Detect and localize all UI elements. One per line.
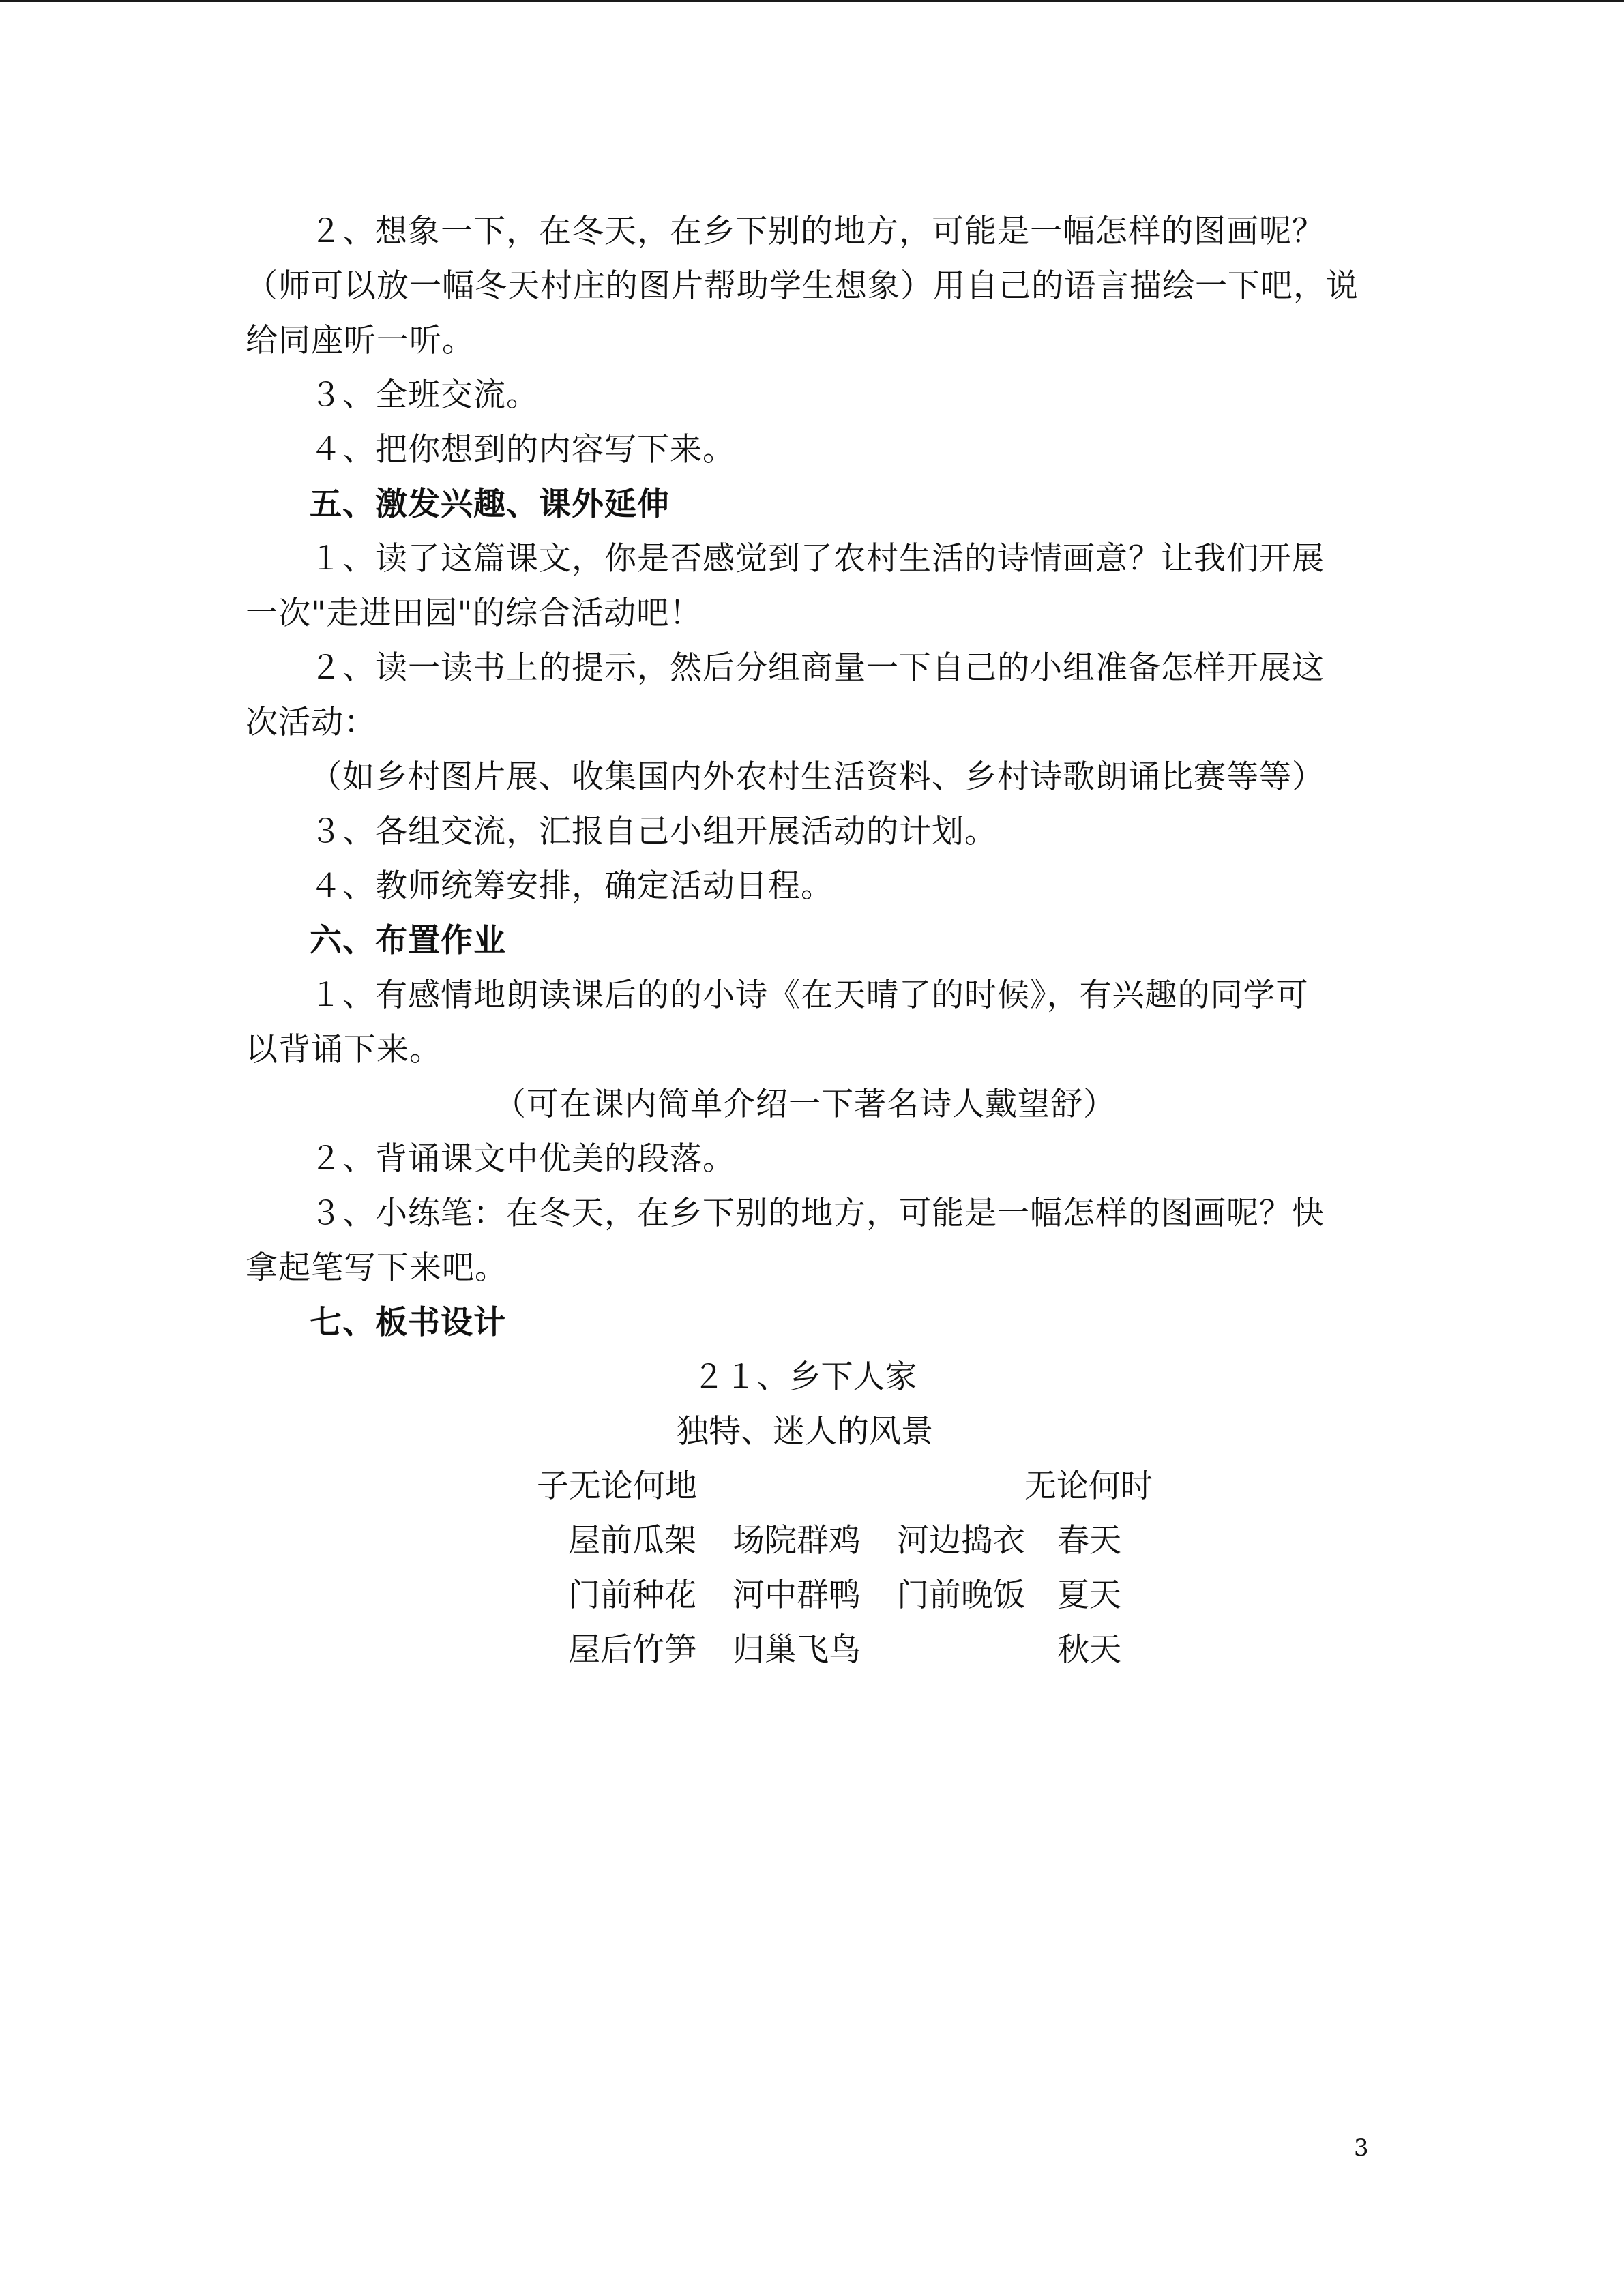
text-line: 以背诵下来。 <box>246 1031 442 1069</box>
section-heading: 六、布置作业 <box>310 922 506 959</box>
text-line: 次活动： <box>246 704 377 741</box>
board-subtitle: 独特、迷人的风景 <box>677 1413 933 1450</box>
text-line: ３、全班交流。 <box>310 376 539 414</box>
section-heading: 五、激发兴趣、课外延伸 <box>310 486 670 523</box>
text-line: ３、各组交流，汇报自己小组开展活动的计划。 <box>310 813 997 850</box>
section-heading: 七、板书设计 <box>310 1304 506 1341</box>
document-body <box>246 205 1364 1350</box>
board-cell: 秋天 <box>1057 1631 1121 1669</box>
board-cell: 屋后竹笋 <box>568 1631 696 1669</box>
text-line: （如乡村图片展、收集国内外农村生活资料、乡村诗歌朗诵比赛等等） <box>310 758 1325 796</box>
board-cell: 场院群鸡 <box>733 1522 861 1560</box>
board-cell: 河中群鸭 <box>733 1577 861 1614</box>
text-line: ２、背诵课文中优美的段落。 <box>310 1140 735 1178</box>
board-cell: 门前种花 <box>568 1577 696 1614</box>
board-header-when: 无论何时 <box>1024 1467 1153 1505</box>
text-line: １、有感情地朗读课后的的小诗《在天晴了的时候》，有兴趣的同学可 <box>310 976 1309 1014</box>
text-line: （可在课内简单介绍一下著名诗人戴望舒） <box>494 1086 1116 1123</box>
text-line: ４、教师统筹安排，确定活动日程。 <box>310 867 833 905</box>
text-line: ２、想象一下，在冬天，在乡下别的地方，可能是一幅怎样的图画呢？ <box>310 213 1325 250</box>
page-number: 3 <box>1354 2134 1369 2162</box>
text-line: ３、小练笔：在冬天，在乡下别的地方，可能是一幅怎样的图画呢？快 <box>310 1195 1325 1232</box>
board-cell: 归巢飞鸟 <box>733 1631 861 1669</box>
board-cell: 河边捣衣 <box>897 1522 1025 1560</box>
text-line: ２、读一读书上的提示，然后分组商量一下自己的小组准备怎样开展这 <box>310 649 1325 687</box>
board-cell: 门前晚饭 <box>897 1577 1025 1614</box>
text-line: 一次"走进田园"的综合活动吧！ <box>246 595 703 632</box>
board-cell: 夏天 <box>1057 1577 1121 1614</box>
board-title: ２１、乡下人家 <box>692 1358 917 1396</box>
text-line: ４、把你想到的内容写下来。 <box>310 431 735 468</box>
board-cell: 屋前瓜架 <box>568 1522 696 1560</box>
board-cell: 春天 <box>1057 1522 1121 1560</box>
page-top-border <box>0 0 1624 2</box>
board-header-where: 子无论何地 <box>537 1467 697 1505</box>
text-line: （师可以放一幅冬天村庄的图片帮助学生想象）用自己的语言描绘一下吧，说 <box>246 267 1359 305</box>
text-line: 拿起笔写下来吧。 <box>246 1249 507 1287</box>
text-line: 给同座听一听。 <box>246 322 475 359</box>
text-line: １、读了这篇课文，你是否感觉到了农村生活的诗情画意？让我们开展 <box>310 540 1325 578</box>
